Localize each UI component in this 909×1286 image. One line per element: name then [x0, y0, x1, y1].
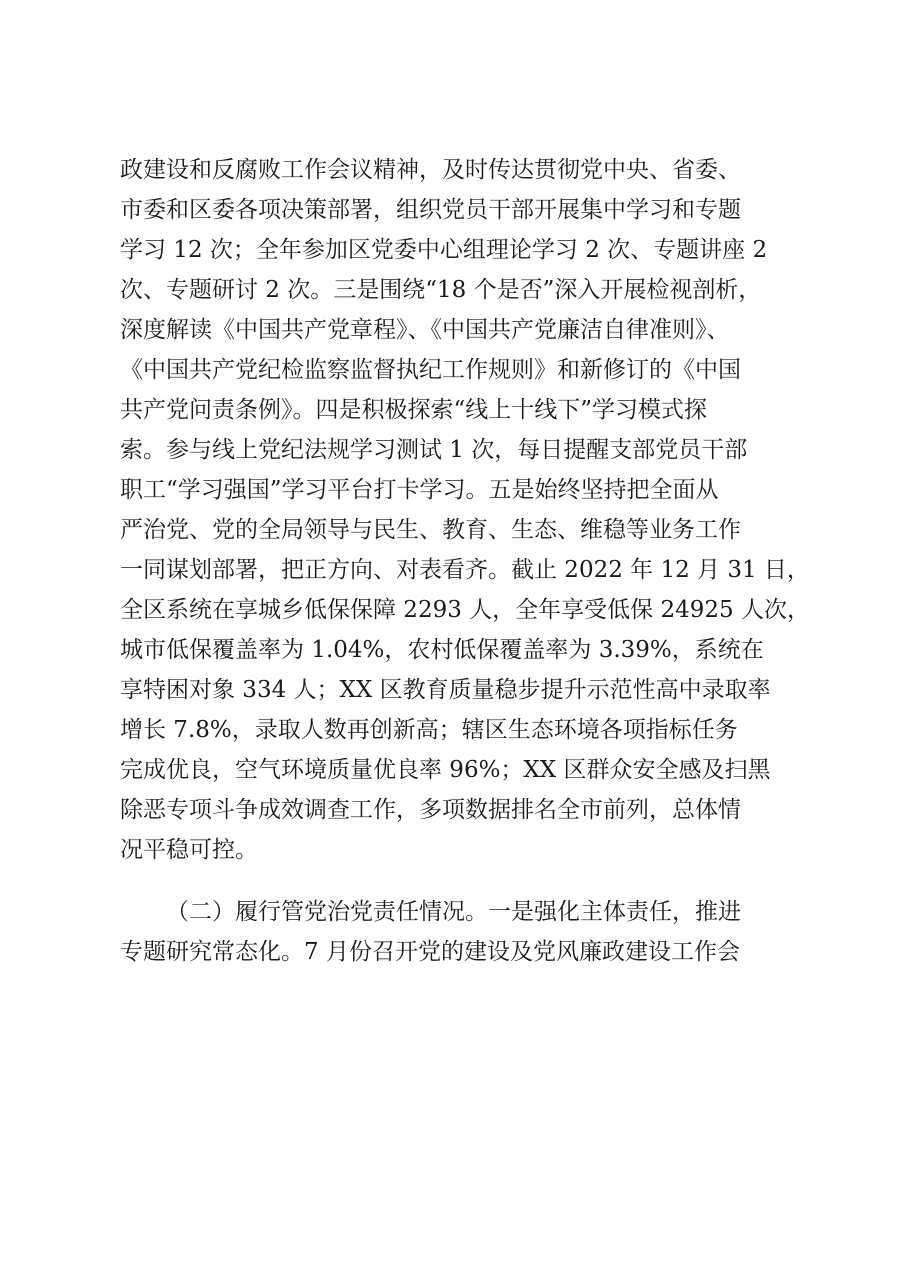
text-line: 索。参与线上党纪法规学习测试 1 次，每日提醒支部党员干部 — [120, 437, 748, 463]
paragraph — [120, 892, 820, 972]
text-line: 除恶专项斗争成效调查工作，多项数据排名全市前列，总体情 — [120, 797, 741, 823]
text-line: 况平稳可控。 — [120, 837, 258, 863]
text-line: 一同谋划部署，把正方向、对表看齐。截止 2022 年 12 月 31 日， — [120, 557, 810, 583]
text-line: 增长 7.8%，录取人数再创新高；辖区生态环境各项指标任务 — [120, 717, 738, 743]
text-line: 深度解读《中国共产党章程》、《中国共产党廉洁自律准则》、 — [120, 317, 730, 343]
text-line: 共产党问责条例》。四是积极探索“线上十线下”学习模式探 — [120, 397, 708, 423]
text-line: 完成优良，空气环境质量优良率 96%；XX 区群众安全感及扫黑 — [120, 757, 771, 783]
paragraph — [120, 150, 820, 870]
text-line: 政建设和反腐败工作会议精神，及时传达贯彻党中央、省委、 — [120, 157, 741, 183]
text-line: 市委和区委各项决策部署，组织党员干部开展集中学习和专题 — [120, 197, 741, 223]
text-line: 职工“学习强国”学习平台打卡学习。五是始终坚持把全面从 — [120, 477, 719, 503]
text-line: 学习 12 次；全年参加区党委中心组理论学习 2 次、专题讲座 2 — [120, 237, 768, 263]
text-line: 《中国共产党纪检监察监督执纪工作规则》和新修订的《中国 — [120, 357, 741, 383]
text-line: 城市低保覆盖率为 1.04%，农村低保覆盖率为 3.39%，系统在 — [120, 637, 764, 663]
text-line: 享特困对象 334 人；XX 区教育质量稳步提升示范性高中录取率 — [120, 677, 771, 703]
text-line: 全区系统在享城乡低保保障 2293 人，全年享受低保 24925 人次， — [120, 597, 810, 623]
document-body — [120, 150, 820, 972]
text-line: 专题研究常态化。7 月份召开党的建设及党风廉政建设工作会 — [120, 939, 740, 965]
text-line: 严治党、党的全局领导与民生、教育、生态、维稳等业务工作 — [120, 517, 741, 543]
text-line: （二）履行管党治党责任情况。一是强化主体责任，推进 — [166, 899, 741, 925]
text-line: 次、专题研讨 2 次。三是围绕“18 个是否”深入开展检视剖析， — [120, 277, 762, 303]
